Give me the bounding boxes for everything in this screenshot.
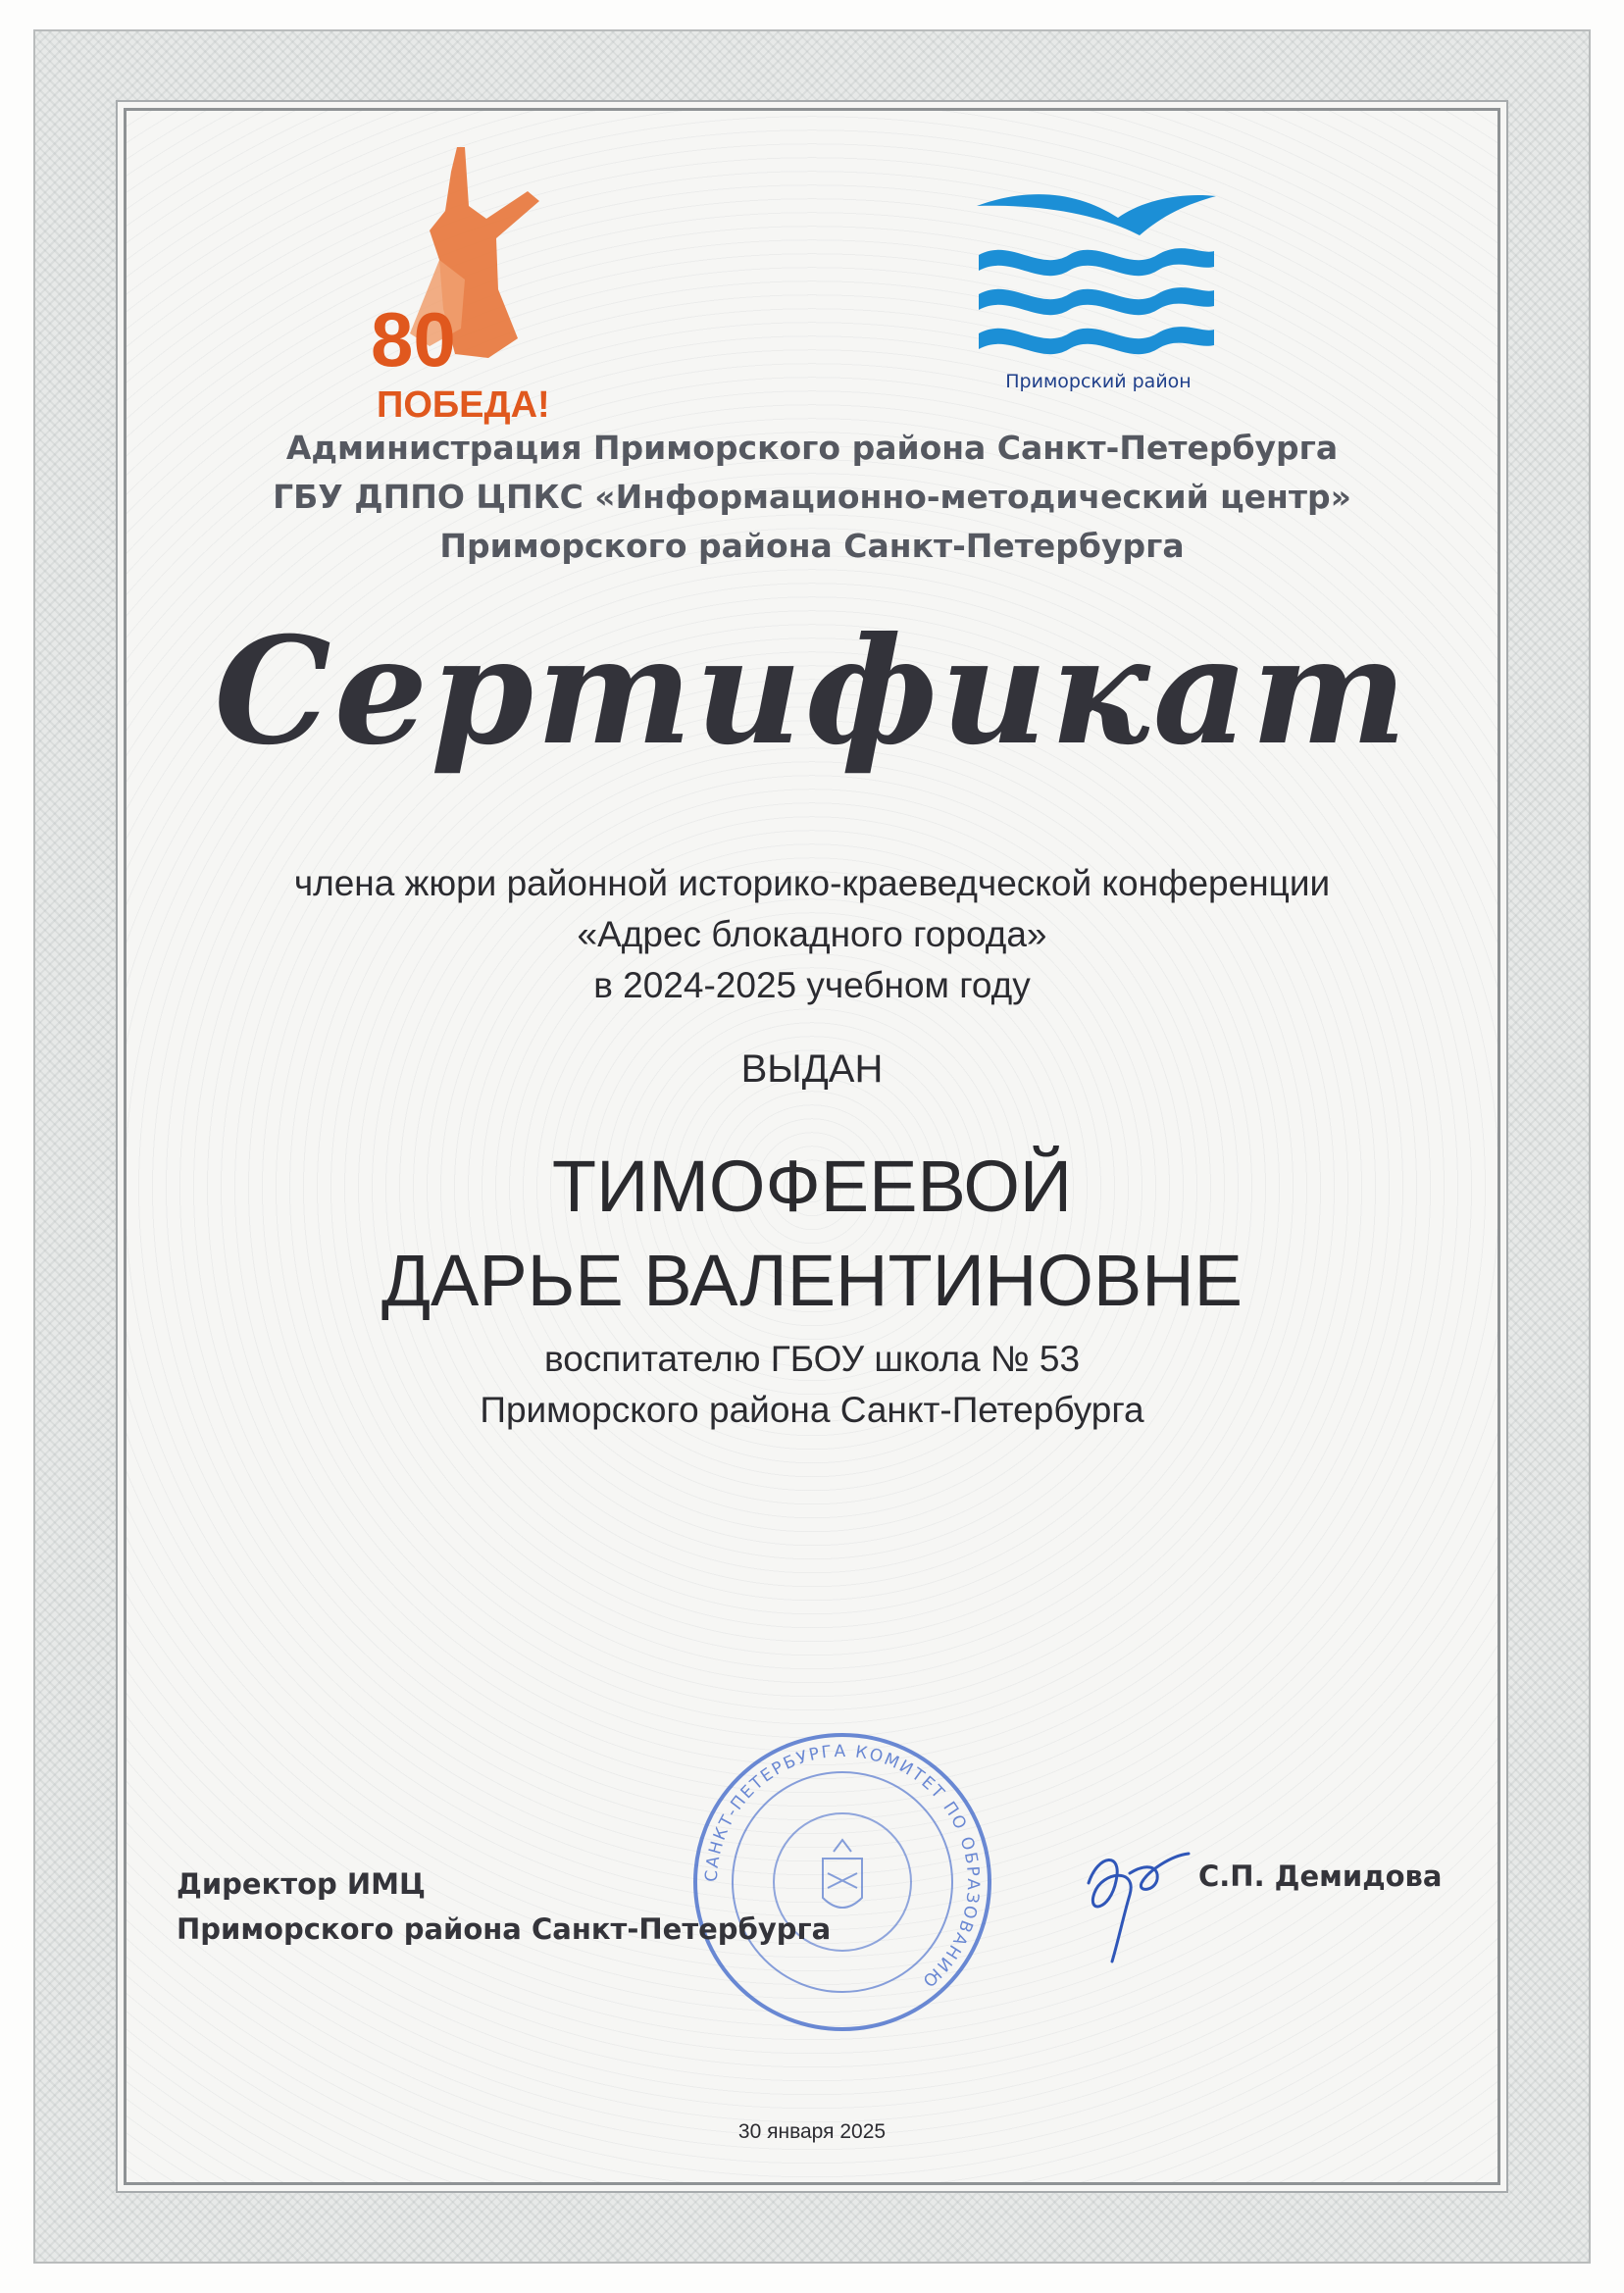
- signer-position: [177, 1861, 831, 1952]
- issuer-line-3: Приморского района Санкт-Петербурга: [439, 527, 1185, 565]
- signer-position-line-2: Приморского района Санкт-Петербурга: [177, 1912, 832, 1946]
- victory-80-logo: [371, 132, 577, 427]
- certificate-purpose: [147, 858, 1477, 1011]
- position-line-2: Приморского района Санкт-Петербурга: [480, 1390, 1144, 1430]
- victory-number: 80: [371, 296, 456, 382]
- signer-position-line-1: Директор ИМЦ: [177, 1867, 426, 1901]
- certificate-title: Сертификат: [214, 605, 1410, 778]
- recipient-surname: ТИМОФЕЕВОЙ: [551, 1146, 1073, 1227]
- district-logo-caption: Приморский район: [1005, 371, 1192, 392]
- stamp-outer-text: САНКТ-ПЕТЕРБУРГА КОМИТЕТ ПО ОБРАЗОВАНИЮ: [701, 1741, 984, 1992]
- purpose-line-1: члена жюри районной историко-краеведческой конференции: [293, 863, 1331, 903]
- issuer-line-2: ГБУ ДППО ЦПКС «Информационно-методический центр»: [273, 478, 1351, 516]
- recipient-name: [147, 1140, 1477, 1328]
- issuer-header: [147, 424, 1477, 571]
- issuer-line-1: Администрация Приморского района Санкт-Петербурга: [285, 429, 1339, 467]
- handwritten-signature: [1069, 1824, 1196, 1971]
- position-line-1: воспитателю ГБОУ школа № 53: [543, 1339, 1081, 1379]
- recipient-given-names: ДАРЬЕ ВАЛЕНТИНОВНЕ: [381, 1240, 1243, 1321]
- purpose-line-2: «Адрес блокадного города»: [577, 914, 1047, 954]
- victory-text: ПОБЕДА!: [377, 384, 550, 426]
- issued-label: ВЫДАН: [740, 1047, 884, 1091]
- recipient-position: [147, 1334, 1477, 1436]
- issue-date: 30 января 2025: [737, 2120, 887, 2143]
- signer-name: С.П. Демидова: [1198, 1860, 1443, 1893]
- purpose-line-3: в 2024-2025 учебном году: [593, 965, 1031, 1005]
